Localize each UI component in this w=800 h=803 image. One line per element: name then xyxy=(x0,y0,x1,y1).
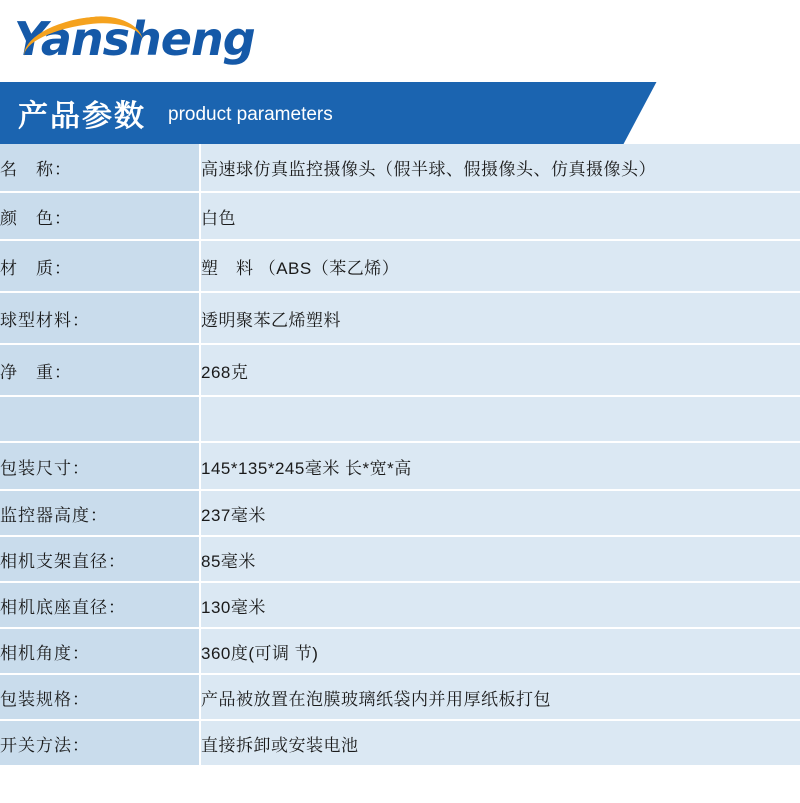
spec-label: 包装规格： xyxy=(0,674,200,720)
spec-label: 开关方法： xyxy=(0,720,200,766)
brand-logo-text: Yansheng xyxy=(14,12,255,66)
section-banner xyxy=(0,82,800,144)
table-row xyxy=(0,582,800,628)
spec-value: 高速球仿真监控摄像头（假半球、假摄像头、仿真摄像头） xyxy=(200,144,800,192)
spec-value: 白色 xyxy=(200,192,800,240)
spec-label: 相机角度： xyxy=(0,628,200,674)
spec-value: 268克 xyxy=(200,344,800,396)
table-row xyxy=(0,192,800,240)
spec-label: 材 质： xyxy=(0,240,200,292)
table-row xyxy=(0,292,800,344)
spec-value: 85毫米 xyxy=(200,536,800,582)
banner-title-cn: 产品参数 xyxy=(18,100,146,133)
spec-value: 237毫米 xyxy=(200,490,800,536)
spec-table xyxy=(0,144,800,767)
spec-label: 球型材料： xyxy=(0,292,200,344)
table-row xyxy=(0,344,800,396)
spec-value: 145*135*245毫米 长*宽*高 xyxy=(200,442,800,490)
spec-value: 透明聚苯乙烯塑料 xyxy=(200,292,800,344)
spec-label: 相机支架直径： xyxy=(0,536,200,582)
table-row xyxy=(0,240,800,292)
spec-value: 产品被放置在泡膜玻璃纸袋内并用厚纸板打包 xyxy=(200,674,800,720)
spec-label: 净 重： xyxy=(0,344,200,396)
spec-value: 塑 料 （ABS（苯乙烯） xyxy=(200,240,800,292)
spec-label: 相机底座直径： xyxy=(0,582,200,628)
banner-title-en: product parameters xyxy=(168,104,333,125)
spec-label xyxy=(0,396,200,442)
table-row xyxy=(0,536,800,582)
table-row xyxy=(0,490,800,536)
spec-label: 包装尺寸： xyxy=(0,442,200,490)
table-row xyxy=(0,720,800,766)
spec-value: 直接拆卸或安装电池 xyxy=(200,720,800,766)
table-row xyxy=(0,144,800,192)
footer-space xyxy=(0,767,800,803)
spec-label: 名 称： xyxy=(0,144,200,192)
table-row xyxy=(0,628,800,674)
table-row xyxy=(0,674,800,720)
table-row xyxy=(0,442,800,490)
table-row-spacer xyxy=(0,396,800,442)
spec-label: 颜 色： xyxy=(0,192,200,240)
spec-value xyxy=(200,396,800,442)
brand-logo-area xyxy=(0,0,800,82)
spec-value: 130毫米 xyxy=(200,582,800,628)
spec-value: 360度(可调 节) xyxy=(200,628,800,674)
spec-label: 监控器高度： xyxy=(0,490,200,536)
